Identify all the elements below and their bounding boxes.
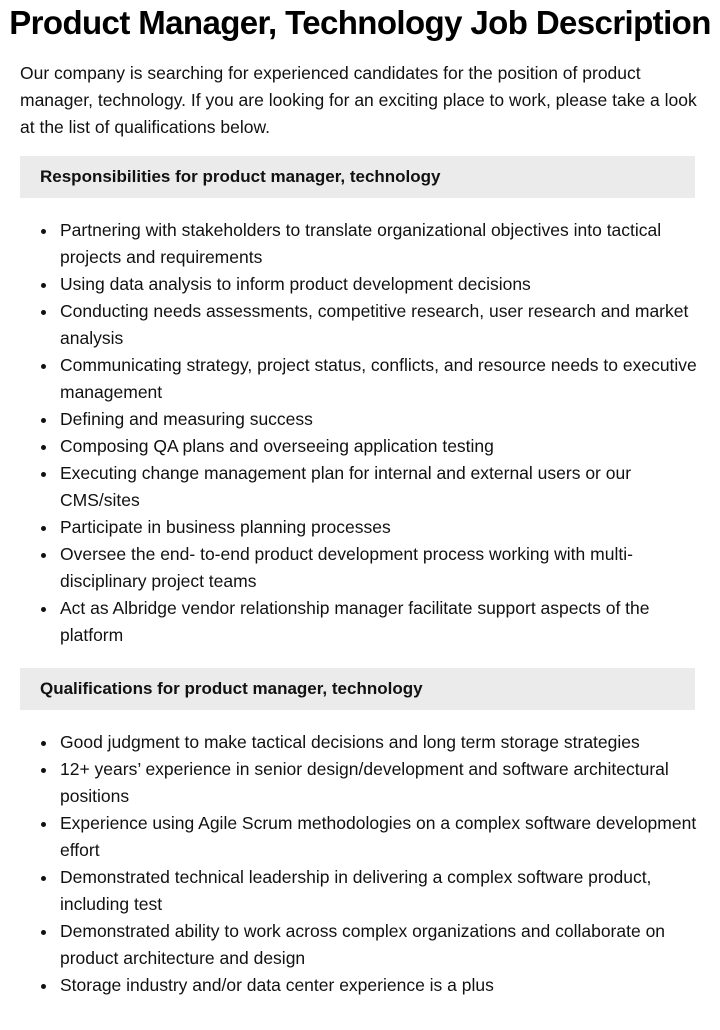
page-title: Product Manager, Technology Job Description <box>9 4 711 41</box>
list-item: Demonstrated technical leadership in delivering a complex software product, including test <box>60 864 700 918</box>
list-item: Defining and measuring success <box>60 406 700 433</box>
list-item: Act as Albridge vendor relationship manager facilitate support aspects of the platform <box>60 595 700 649</box>
list-item: Executing change management plan for internal and external users or our CMS/sites <box>60 460 700 514</box>
responsibilities-heading: Responsibilities for product manager, technology <box>20 156 695 198</box>
list-item: Composing QA plans and overseeing application testing <box>60 433 700 460</box>
list-item: Experience using Agile Scrum methodologies on a complex software development effort <box>60 810 700 864</box>
list-item: Demonstrated ability to work across complex organizations and collaborate on product architecture and design <box>60 918 700 972</box>
qualifications-heading: Qualifications for product manager, technology <box>20 668 695 710</box>
intro-paragraph: Our company is searching for experienced candidates for the position of product manager, technology. If you are looking for an exciting place to work, please take a look at the list of qualifications below. <box>20 63 697 137</box>
responsibilities-list <box>20 217 700 649</box>
list-item: 12+ years’ experience in senior design/development and software architectural positions <box>60 756 700 810</box>
list-item: Partnering with stakeholders to translate organizational objectives into tactical projects and requirements <box>60 217 700 271</box>
list-item: Storage industry and/or data center experience is a plus <box>60 972 700 999</box>
qualifications-list <box>20 729 700 999</box>
list-item: Good judgment to make tactical decisions and long term storage strategies <box>60 729 700 756</box>
list-item: Using data analysis to inform product development decisions <box>60 271 700 298</box>
list-item: Oversee the end- to-end product development process working with multi-disciplinary project teams <box>60 541 700 595</box>
list-item: Communicating strategy, project status, conflicts, and resource needs to executive management <box>60 352 700 406</box>
list-item: Participate in business planning processes <box>60 514 700 541</box>
list-item: Conducting needs assessments, competitive research, user research and market analysis <box>60 298 700 352</box>
